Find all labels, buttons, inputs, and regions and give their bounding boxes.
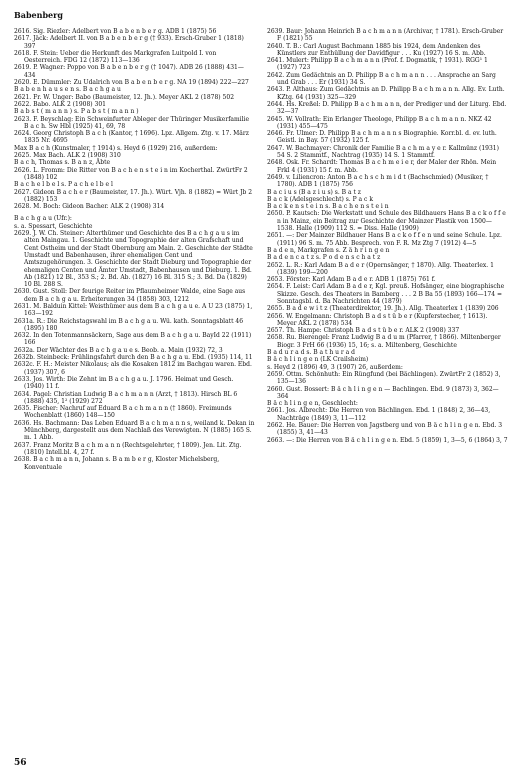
bibliography-entry: 2652. L. R.: Karl Adam B a d e r (Opernsänger, † 1870). Allg. Theaterlex. 1 (1839) 199—200 <box>267 261 494 276</box>
bibliography-entry: 2623. F. Beyschlag: Ein Schweinfurter Ableger der Thüringer Musikerfamilie B a c h. Sw Hbl (1925) 41, 69, 78 <box>14 115 249 130</box>
bibliography-entry: 2634. Pagel: Christian Ludwig B a c h m a n n (Arzt, † 1813). Hirsch BL 6 (1888) 435, 1² (1929) 272 <box>14 390 238 405</box>
bibliography-entry: 2631. M. Balduin Kittel: Weisthümer aus dem B a c h g a u e. A U 23 (1875) 1, 163—192 <box>14 302 253 318</box>
bibliography-entry: 2618. F. Stein: Ueber die Herkunft des Markgrafen Luitpold I. von Oesterreich. FDG 12 (1872) 113—136 <box>14 49 217 65</box>
bibliography-entry: 2632a. Der Wächter des B a c h g a u e s. Beob. a. Main (1932) 72, 3 <box>14 346 223 354</box>
bibliography-entry: 2633. Jos. Wirth: Die Zehnt im B a c h g a u. J. 1796. Heimat und Gesch. (1940) 11 f. <box>14 375 234 391</box>
bibliography-entry: 2656. W. Engelmann: Christoph B a d s t ü b e r (Kupferstecher, † 1613). Meyer AKL 2 (1878) 534 <box>267 312 488 327</box>
bibliography-entry: 2627. Gideon B a c h e r (Baumeister, 17. Jh.). Würt. Vjh. 8 (1882) = Würt Jb 2 (1882) 153 <box>14 188 253 203</box>
bibliography-entry: 2616. Sig. Riezler: Adelbert von B a b e n b e r g. ADB 1 (1875) 56 <box>14 28 217 35</box>
bibliography-entry: 2650. P. Kautsch: Die Werkstatt und Schule des Bildhauers Hans B a c k o f f e n in Mainz, ein Beitrag zur Geschichte der Mainzer Plastik von 1500—1538. Halle (1909) 112 S. = Diss. Halle (1909) <box>267 210 506 233</box>
bibliography-entry: 2620. E. Dümmler: Zu Udalrich von B a b e n b e r g. NA 19 (1894) 222—227 <box>14 79 249 87</box>
bibliography-entry: 2640. T. B.: Carl August Bachmann 1885 bis 1924, dem Andenken des Künstlers zur Enthüllung der Davidfigur . . . Ku (1927) 16 S. m. Abb. <box>267 42 486 57</box>
left-column <box>14 28 255 752</box>
bibliography-entry: 2659. Ottm. Schönhuth: Ein Rüngfund (bei Bächlingen). ZwürtFr 2 (1852) 3, 135—136 <box>267 370 501 386</box>
bibliography-entry: 2625. Max Bach. ALK 2 (1908) 310 <box>14 152 121 160</box>
bibliography-entry: 2644. Hs. Kreßel: D. Philipp B a c h m a n n, der Prediger und der Liturg. Ebd. 32—37 <box>267 100 507 116</box>
bibliography-entry: B a d e n c a t z s. P o d e n s c h a t z <box>267 254 381 262</box>
bibliography-entry: 2635. Fischer: Nachruf auf Eduard B a c h m a n n († 1860). Freimunds Wochenblatt (1860) 148—150 <box>14 405 232 420</box>
bibliography-entry: B a c h e l b e l s. P a c h e l b e l <box>14 181 113 189</box>
right-column <box>267 28 508 752</box>
bibliography-entry: 2628. M. Boch: Gideon Bacher. ALK 2 (1908) 314 <box>14 203 165 211</box>
columns <box>14 28 506 752</box>
bibliography-entry: B a b s t ( m a n n ) s. P a b s t ( m a n n ) <box>14 108 139 116</box>
bibliography-entry: 2622. Babo. ALK 2 (1908) 301 <box>14 100 106 108</box>
bibliography-entry: 2632b. Steinbeck: Frühlingsfahrt durch den B a c h g a u. Ebd. (1935) 114, 11 <box>14 354 253 362</box>
bibliography-entry: 2630. Gust. Stoll: Der feurige Reiter im Pflaumheimer Walde, eine Sage aus dem B a c h g a u. Erheiterungen 34 (1858) 303, 1212 <box>14 288 246 303</box>
page <box>14 10 506 770</box>
bibliography-entry: B a c i u s (B a z i u s) s. B a t z <box>267 188 361 196</box>
bibliography-entry: 2626. L. Fromm: Die Ritter von B a c h e n s t e i n im Kocherthal. ZwürtFr 2 (1848) 102 <box>14 166 248 181</box>
bibliography-entry: 2621. Fr. W. Unger: Babo (Baumeister, 12. Jh.). Meyer AKL 2 (1878) 502 <box>14 93 235 101</box>
bibliography-entry: 2632c. F. H.: Meister Nikolaus; als die Kosaken 1812 im Bachgau waren. Ebd. (1937) 307, 6 <box>14 361 252 376</box>
bibliography-entry: B a c k (Adelsgeschlecht) s. P a c k <box>267 195 373 203</box>
bibliography-entry: B ä c h l i n g e n (LK Crailsheim) <box>267 356 369 364</box>
bibliography-entry: B a c h g a u (Ufr.): <box>14 215 72 223</box>
bibliography-entry: 2663. —: Die Herren von B ä c h l i n g e n. Ebd. 5 (1859) 1, 3—5, 6 (1864) 3, 7 <box>267 436 508 444</box>
bibliography-entry: 2636. Hs. Bachmann: Das Leben Eduard B a c h m a n n s, weiland k. Dekan in Münchberg, dargestellt aus dem Nachlaß des Verewigten. N (1885) 165 S. m. 1 Abb. <box>14 419 255 442</box>
bibliography-entry: 2642. Zum Gedächtnis an D. Philipp B a c h m a n n . . . Ansprache an Sarg und Grab . . . Er (1931) 34 S. <box>267 71 496 87</box>
bibliography-entry: 2662. He. Bauer: Die Herren von Jagstberg und von B ä c h l i n g e n. Ebd. 3 (1855) 3, 41—43 <box>267 422 503 437</box>
bibliography-entry: 2655. B a d e w i t z (Theaterdirektor, 19. Jh.). Allg. Theaterlex 1 (1839) 206 <box>267 305 499 313</box>
bibliography-entry: 2645. W. Vollrath: Ein Erlanger Theologe, Philipp B a c h m a n n. NKZ 42 (1931) 455—475 <box>267 115 492 130</box>
bibliography-entry: 2646. Fr. Ulmer: D. Philipp B a c h m a n n s Biographie. Korr.bl. d. ev. luth. Geistl. in Bay. 57 (1932) 125 f. <box>267 130 497 145</box>
bibliography-entry: Max B a c h (Kunstmaler, † 1914) s. Heyd 6 (1929) 216, außerdem: <box>14 144 218 152</box>
bibliography-entry: 2641. Mulert: Philipp B a c h m a n n (Prof. f. Dogmatik, † 1931). RGG¹ 1 (1927) 723 <box>267 57 488 72</box>
bibliography-entry: B ä c h l i n g e n, Geschlecht: <box>267 400 358 408</box>
bibliography-entry: 2632. In den Totenmannsäckern, Sage aus dem B a c h g a u. BayId 22 (1911) 166 <box>14 332 252 347</box>
bibliography-entry: B a b e n h a u s e n s. B a c h g a u <box>14 86 121 94</box>
bibliography-entry: B a d u r a d s. B a t h u r a d <box>267 349 355 357</box>
bibliography-entry: 2651. —: Der Mainzer Bildhauer Hans B a c k o f f e n und seine Schule. Lpz. (1911) 96 S. m. 75 Abb. Besprech. von F. R. Mz Ztg 7 (1912) 4—5 <box>267 232 502 247</box>
bibliography-entry: 2617. Jäck: Adelbert II. von B a b e n b e r g († 933). Ersch-Gruber 1 (1818) 397 <box>14 35 244 50</box>
bibliography-entry: 2661. Jos. Albrecht: Die Herren von Bächlingen. Ebd. 1 (1848) 2, 36—43, Nachträge (1849) 3, 11—112 <box>267 407 491 422</box>
bibliography-entry: B a d e n, Markgrafen s. Z ä h r i n g e n <box>267 246 390 254</box>
bibliography-entry: 2639. Baur: Johann Heinrich B a c h m a n n (Archivar, † 1781). Ersch-Gruber F (1821) 55 <box>267 28 504 43</box>
bibliography-entry: 2660. Gust. Bossert: B ä c h l i n g e n — Bachlingen. Ebd. 9 (1873) 3, 362—364 <box>267 385 499 400</box>
bibliography-entry: 2643. P. Althaus: Zum Gedächtnis an D. Philipp B a c h m a n n. Allg. Ev. Luth. KZtg. 64 (1931) 325—329 <box>267 86 505 101</box>
page-number: 56 <box>14 758 27 768</box>
bibliography-entry: 2637. Franz Moritz B a c h m a n n (Rechtsgelehrter, † 1809). Jen. Lit. Ztg. (1810) Intell.bl. 4, 27 f. <box>14 441 242 456</box>
bibliography-entry: 2648. Osk. Fr. Schardt: Thomas B a c h m e i e r, der Maler der Rhön. Mein Frkl 4 (1931) 15 f. m. Abb. <box>267 159 497 174</box>
bibliography-entry: 2647. W. Bachmayer: Chronik der Familie B a c h m a y e r. Kallmünz (1931) 54 S. 2 Stammtf., Nachtrag (1935) 14 S. 1 Stammtf. <box>267 144 499 160</box>
bibliography-entry: 2657. Th. Hampe: Christoph B a d s t ü b e r. ALK 2 (1908) 337 <box>267 327 460 335</box>
bibliography-entry: 2658. Ru. Bierengel: Franz Ludwig B a d u m (Pfarrer, † 1866). Miltenberger Biogr. 3 FrH 66 (1936) 15, 16; s. a. Miltenberg, Geschichte <box>267 334 501 349</box>
running-head: Babenberg <box>14 10 63 20</box>
bibliography-entry: s. Heyd 2 (1896) 49, 3 (1907) 26, außerdem: <box>267 363 403 371</box>
bibliography-entry: 2654. F. Leist: Carl Adam B a d e r, Kgl. preuß. Hofsänger, eine biographische Skizze. Gesch. des Theaters in Bamberg . . . 2 B Ba 55 (1893) 166—174 = Sonntagsbl. d. Ba Nachrichten 44 (1879) <box>267 283 505 305</box>
bibliography-entry: 2638. B a c h m a n n, Johann s. B a m b e r g, Kloster Michelsberg, Konventuale <box>14 456 220 471</box>
bibliography-entry: 2629. J. W. Ch. Steiner: Alterthümer und Geschichte des B a c h g a u s im alten Maingau. 1. Geschichte und Topographie der alten Grafschaft und Cent Ostheim und der Stadt Obernburg am Main. 2. Geschichte der Städte Umstadt und Babenhausen, ihrer ehemaligen Cent und Amtszugehörungen. 3. Geschichte der Stadt Dieburg und Topographie der ehemaligen Centen und Ämter Umstadt, Babenhausen und Dieburg. 1. Bd. Ab (1821) 12 Bl., 353 S.; 2. Bd. Ab. (1827) 16 Bl. 315 S.; 3. Bd. Da (1829) 10 Bl. 288 S. <box>14 230 253 289</box>
bibliography-entry: 2619. P. Wagner: Poppo von B a b e n b e r g († 1047). ADB 26 (1888) 431—434 <box>14 64 244 79</box>
bibliography-entry: B a c h, Thomas s. B a n z, Äbte <box>14 159 111 167</box>
bibliography-entry: 2653. Förster: Karl Adam B a d e r. ADB 1 (1875) 761 f. <box>267 276 436 284</box>
bibliography-entry: s. a. Spessart, Geschichte <box>14 222 93 230</box>
bibliography-entry: 2624. Georg Christoph B a c h (Kantor, † 1696). Lpz. Allgem. Ztg. v. 17. März 1835 Nr. 4695 <box>14 130 249 145</box>
bibliography-entry: 2631a. R.: Die Reichstagswahl im B a c h g a u. Wü. kath. Sonntagsblatt 46 (1895) 180 <box>14 317 244 332</box>
bibliography-entry: 2649. v. Liliencron: Anton B a c h s c h m i d t (Bachschmied) (Musiker, † 1780). ADB 1 (1875) 756 <box>267 173 489 189</box>
bibliography-entry: B a c k e n s t e i n s. B a c h e n s t e i n <box>267 203 389 211</box>
